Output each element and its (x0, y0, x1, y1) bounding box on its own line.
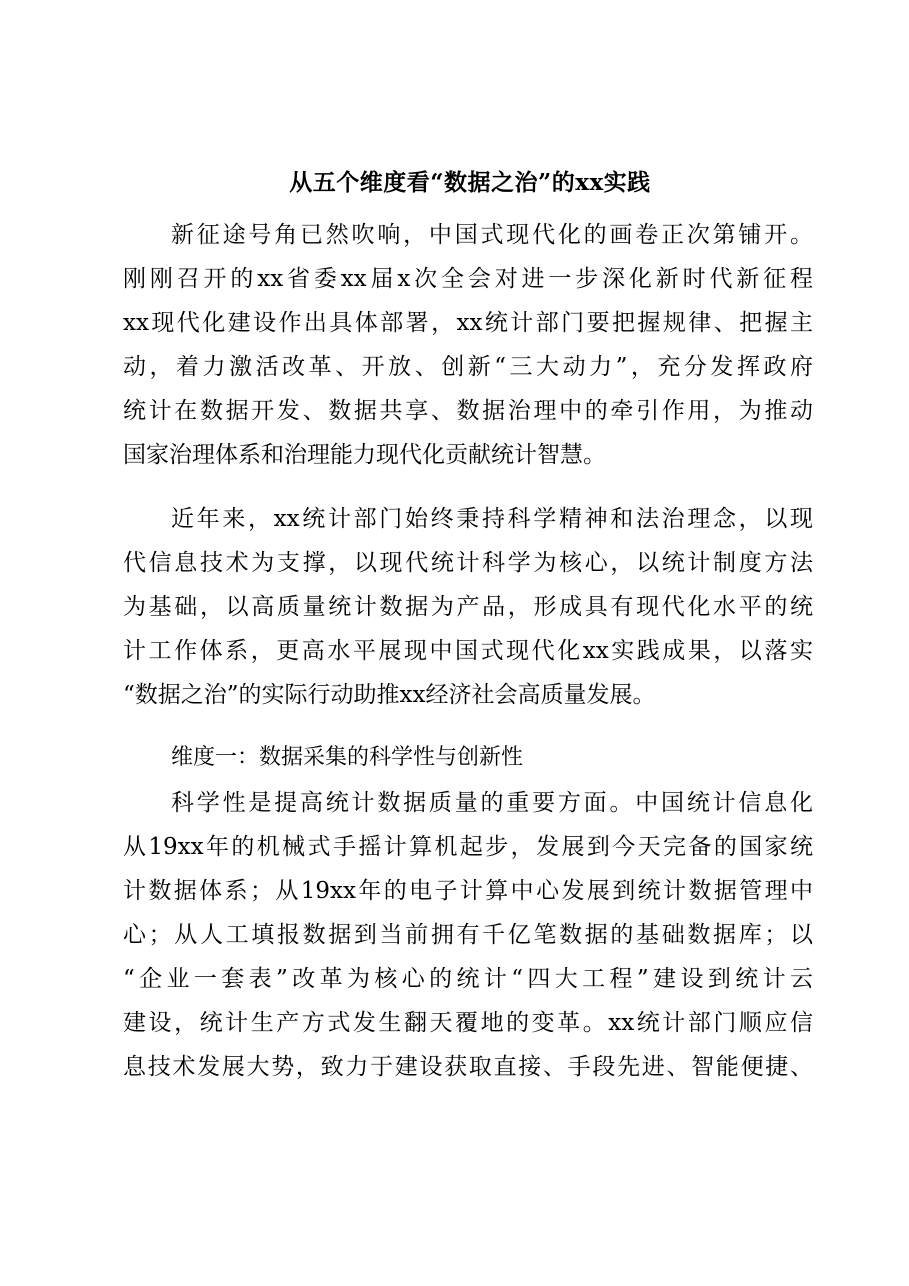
paragraph-1-line: xx现代化建设作出具体部署，xx统计部门要把握规律、把握主 (123, 310, 813, 336)
paragraph-1-line: 统计在数据开发、数据共享、数据治理中的牵引作用，为推动 (123, 398, 813, 424)
paragraph-2-line: “数据之治”的实际行动助推xx经济社会高质量发展。 (123, 682, 656, 708)
paragraph-1-line: 动，着力激活改革、开放、创新“三大动力”，充分发挥政府 (123, 354, 813, 380)
paragraph-1-line: 新征途号角已然吹响，中国式现代化的画卷正次第铺开。 (171, 222, 813, 248)
section-heading: 维度一：数据采集的科学性与创新性 (171, 745, 524, 770)
paragraph-3-line: 从19xx年的机械式手摇计算机起步，发展到今天完备的国家统 (123, 834, 813, 860)
paragraph-3-line: “企业一套表”改革为核心的统计“四大工程”建设到统计云 (123, 966, 813, 992)
paragraph-3-line: 息技术发展大势，致力于建设获取直接、手段先进、智能便捷、 (123, 1054, 813, 1080)
paragraph-3-line: 心；从人工填报数据到当前拥有千亿笔数据的基础数据库；以 (123, 922, 813, 948)
paragraph-3-line: 计数据体系；从19xx年的电子计算中心发展到统计数据管理中 (123, 878, 813, 904)
paragraph-1-line: 刚刚召开的xx省委xx届x次全会对进一步深化新时代新征程 (123, 266, 813, 292)
paragraph-3-line: 科学性是提高统计数据质量的重要方面。中国统计信息化 (171, 790, 813, 816)
paragraph-2-line: 计工作体系，更高水平展现中国式现代化xx实践成果，以落实 (123, 638, 813, 664)
paragraph-2-line: 代信息技术为支撑，以现代统计科学为核心，以统计制度方法 (123, 550, 813, 576)
document-title: 从五个维度看“数据之治”的xx实践 (289, 169, 651, 196)
paragraph-2-line: 近年来，xx统计部门始终秉持科学精神和法治理念，以现 (171, 506, 813, 532)
paragraph-2-line: 为基础，以高质量统计数据为产品，形成具有现代化水平的统 (123, 594, 813, 620)
paragraph-3-line: 建设，统计生产方式发生翻天覆地的变革。xx统计部门顺应信 (123, 1010, 813, 1036)
paragraph-1-line: 国家治理体系和治理能力现代化贡献统计智慧。 (123, 442, 606, 468)
